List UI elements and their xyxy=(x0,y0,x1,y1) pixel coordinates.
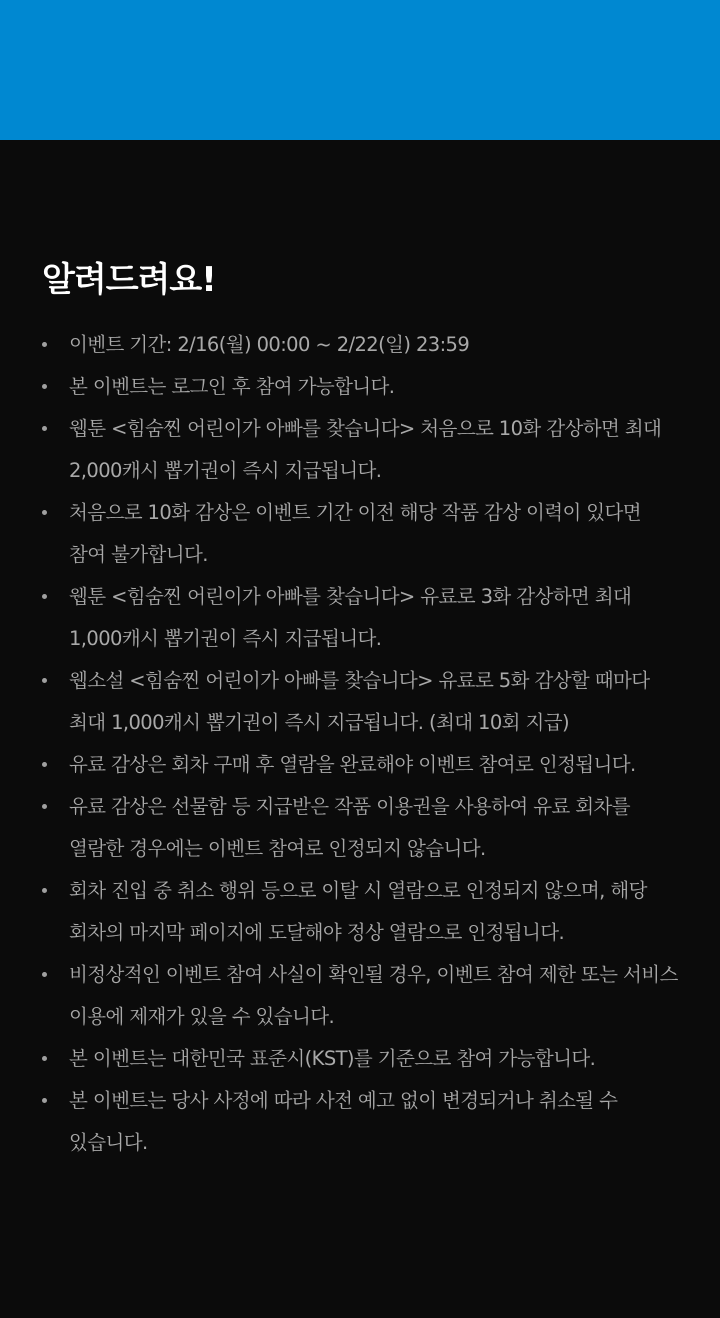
bullet-icon xyxy=(42,510,47,515)
notice-item xyxy=(42,1080,678,1164)
bullet-icon xyxy=(42,426,47,431)
notice-section xyxy=(0,140,720,1164)
notice-item-text: 본 이벤트는 대한민국 표준시(KST)를 기준으로 참여 가능합니다. xyxy=(69,1047,596,1070)
notice-item xyxy=(42,870,678,954)
notice-item xyxy=(42,744,678,786)
notice-item-text: 본 이벤트는 로그인 후 참여 가능합니다. xyxy=(69,375,395,398)
notice-item-text: 웹소설 <힘숨찐 어린이가 아빠를 찾습니다> 유료로 5화 감상할 때마다 최대 1,000캐시 뽑기권이 즉시 지급됩니다. (최대 10회 지급) xyxy=(69,669,650,734)
bullet-icon xyxy=(42,972,47,977)
notice-item-text: 본 이벤트는 당사 사정에 따라 사전 예고 없이 변경되거나 취소될 수 있습니다. xyxy=(69,1089,618,1154)
notice-item-text: 웹툰 <힘숨찐 어린이가 아빠를 찾습니다> 처음으로 10화 감상하면 최대 2,000캐시 뽑기권이 즉시 지급됩니다. xyxy=(69,417,662,482)
notice-item xyxy=(42,576,678,660)
bullet-icon xyxy=(42,1056,47,1061)
notice-item xyxy=(42,366,678,408)
notice-item-text: 이벤트 기간: 2/16(월) 00:00 ~ 2/22(일) 23:59 xyxy=(69,333,470,356)
bullet-icon xyxy=(42,384,47,389)
notice-item xyxy=(42,324,678,366)
bullet-icon xyxy=(42,594,47,599)
notice-item xyxy=(42,786,678,870)
notice-item xyxy=(42,954,678,1038)
notice-item-text: 처음으로 10화 감상은 이벤트 기간 이전 해당 작품 감상 이력이 있다면 참여 불가합니다. xyxy=(69,501,641,566)
top-banner xyxy=(0,0,720,140)
bullet-icon xyxy=(42,888,47,893)
bullet-icon xyxy=(42,804,47,809)
notice-item xyxy=(42,1038,678,1080)
notice-item-text: 웹툰 <힘숨찐 어린이가 아빠를 찾습니다> 유료로 3화 감상하면 최대 1,000캐시 뽑기권이 즉시 지급됩니다. xyxy=(69,585,632,650)
notice-item-text: 비정상적인 이벤트 참여 사실이 확인될 경우, 이벤트 참여 제한 또는 서비스 이용에 제재가 있을 수 있습니다. xyxy=(69,963,678,1028)
notice-item-text: 유료 감상은 회차 구매 후 열람을 완료해야 이벤트 참여로 인정됩니다. xyxy=(69,753,636,776)
notice-item-text: 유료 감상은 선물함 등 지급받은 작품 이용권을 사용하여 유료 회차를 열람한 경우에는 이벤트 참여로 인정되지 않습니다. xyxy=(69,795,631,860)
bullet-icon xyxy=(42,678,47,683)
bullet-icon xyxy=(42,342,47,347)
notice-item xyxy=(42,492,678,576)
notice-title: 알려드려요! xyxy=(42,260,216,300)
notice-item xyxy=(42,660,678,744)
notice-item xyxy=(42,408,678,492)
bullet-icon xyxy=(42,1098,47,1103)
notice-item-text: 회차 진입 중 취소 행위 등으로 이탈 시 열람으로 인정되지 않으며, 해당 회차의 마지막 페이지에 도달해야 정상 열람으로 인정됩니다. xyxy=(69,879,647,944)
bullet-icon xyxy=(42,762,47,767)
notice-list xyxy=(42,324,678,1164)
